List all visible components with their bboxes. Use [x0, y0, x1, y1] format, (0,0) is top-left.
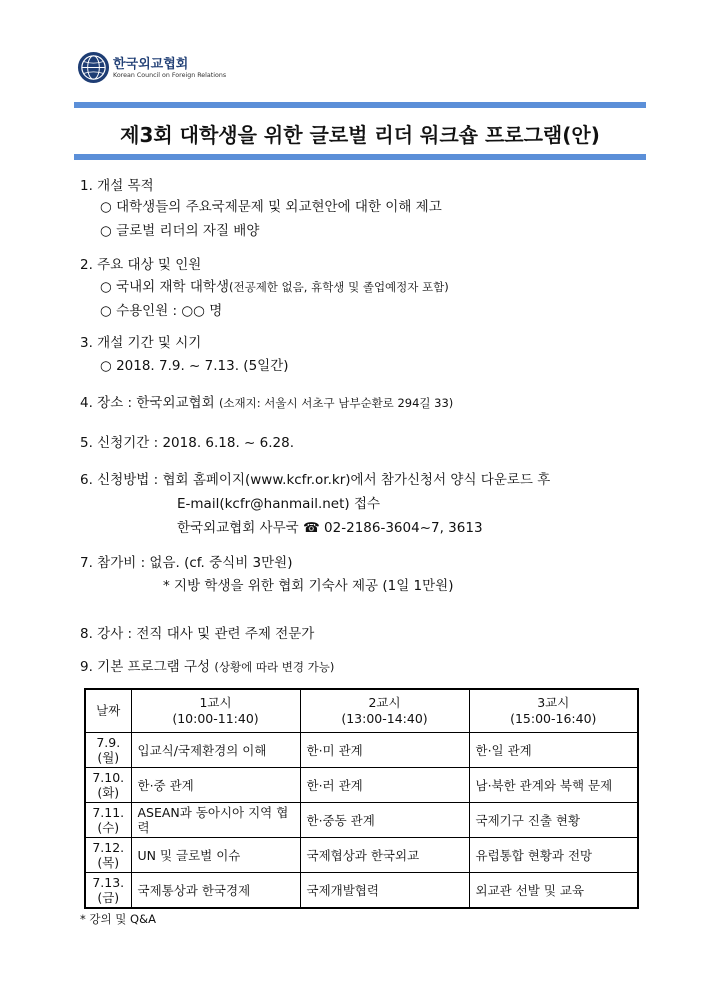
section-6-contact: 한국외교협회 사무국 ☎ 02-2186-3604~7, 3613	[177, 520, 483, 536]
logo-name: 한국외교협회	[113, 57, 189, 72]
header-date: 날짜	[85, 689, 131, 733]
row-period-1: UN 및 글로벌 이슈	[131, 838, 300, 873]
section-6-email: E-mail(kcfr@hanmail.net) 접수	[177, 496, 381, 512]
header-period-1: 1교시 (10:00-11:40)	[131, 689, 300, 733]
row-period-3: 국제기구 진출 현황	[469, 803, 638, 838]
program-schedule-table	[84, 688, 639, 909]
section-3-item: ○ 2018. 7.9. ~ 7.13. (5일간)	[100, 358, 289, 374]
table-row	[85, 803, 638, 838]
row-period-1: ASEAN과 동아시아 지역 협력	[131, 803, 300, 838]
table-header-row	[85, 689, 638, 733]
row-date: 7.9. (월)	[85, 733, 131, 768]
header-period-2: 2교시 (13:00-14:40)	[300, 689, 469, 733]
row-period-1: 국제통상과 한국경제	[131, 873, 300, 909]
header-period-3: 3교시 (15:00-16:40)	[469, 689, 638, 733]
row-period-3: 남·북한 관계와 북핵 문제	[469, 768, 638, 803]
section-1-heading: 1. 개설 목적	[80, 178, 154, 194]
row-date: 7.13. (금)	[85, 873, 131, 909]
row-period-2: 국제협상과 한국외교	[300, 838, 469, 873]
section-7-note: * 지방 학생을 위한 협회 기숙사 제공 (1일 1만원)	[163, 578, 454, 594]
section-4-text: 4. 장소 : 한국외교협회	[80, 395, 215, 411]
row-period-3: 유럽통합 현황과 전망	[469, 838, 638, 873]
section-4-address: (소재지: 서울시 서초구 남부순환로 294길 33)	[218, 396, 454, 410]
title-bottom-bar	[74, 154, 646, 160]
table-footnote: * 강의 및 Q&A	[80, 912, 156, 926]
table-row	[85, 873, 638, 909]
section-9-text: 9. 기본 프로그램 구성	[80, 659, 211, 675]
organization-logo	[77, 51, 227, 87]
row-period-2: 한·미 관계	[300, 733, 469, 768]
row-date: 7.12. (목)	[85, 838, 131, 873]
row-period-3: 한·일 관계	[469, 733, 638, 768]
section-2-heading: 2. 주요 대상 및 인원	[80, 257, 202, 273]
row-period-2: 한·중동 관계	[300, 803, 469, 838]
globe-emblem-icon	[77, 51, 110, 84]
section-7-fee: 7. 참가비 : 없음. (cf. 중식비 3만원)	[80, 555, 293, 571]
row-date: 7.10. (화)	[85, 768, 131, 803]
row-period-3: 외교관 선발 및 교육	[469, 873, 638, 909]
section-6-method: 6. 신청방법 : 협회 홈페이지(www.kcfr.or.kr)에서 참가신청서 양식 다운로드 후	[80, 472, 551, 488]
table-row	[85, 838, 638, 873]
row-period-2: 국제개발협력	[300, 873, 469, 909]
section-4-venue	[80, 394, 453, 412]
row-period-1: 한·중 관계	[131, 768, 300, 803]
page-title: 제3회 대학생을 위한 글로벌 리더 워크숍 프로그램(안)	[120, 123, 600, 147]
section-1-item: ○ 글로벌 리더의 자질 배양	[100, 223, 260, 239]
section-1-item: ○ 대학생들의 주요국제문제 및 외교현안에 대한 이해 제고	[100, 199, 442, 215]
section-3-heading: 3. 개설 기간 및 시기	[80, 335, 202, 351]
section-9-heading	[80, 658, 334, 676]
section-2-item-note: (전공제한 없음, 휴학생 및 졸업예정자 포함)	[228, 280, 449, 294]
section-2-item: ○ 수용인원 : ○○ 명	[100, 303, 223, 319]
title-banner	[74, 102, 646, 160]
row-period-2: 한·러 관계	[300, 768, 469, 803]
section-5-period: 5. 신청기간 : 2018. 6.18. ~ 6.28.	[80, 435, 294, 451]
section-2-item-text: ○ 국내외 재학 대학생	[100, 279, 229, 295]
section-8-lecturers: 8. 강사 : 전직 대사 및 관련 주제 전문가	[80, 626, 315, 642]
row-period-1: 입교식/국제환경의 이해	[131, 733, 300, 768]
table-row	[85, 768, 638, 803]
table-row	[85, 733, 638, 768]
logo-english-name: Korean Council on Foreign Relations	[113, 72, 227, 79]
row-date: 7.11. (수)	[85, 803, 131, 838]
title-top-bar	[74, 102, 646, 108]
section-2-item	[100, 278, 449, 296]
section-9-note: (상황에 따라 변경 가능)	[214, 660, 335, 674]
